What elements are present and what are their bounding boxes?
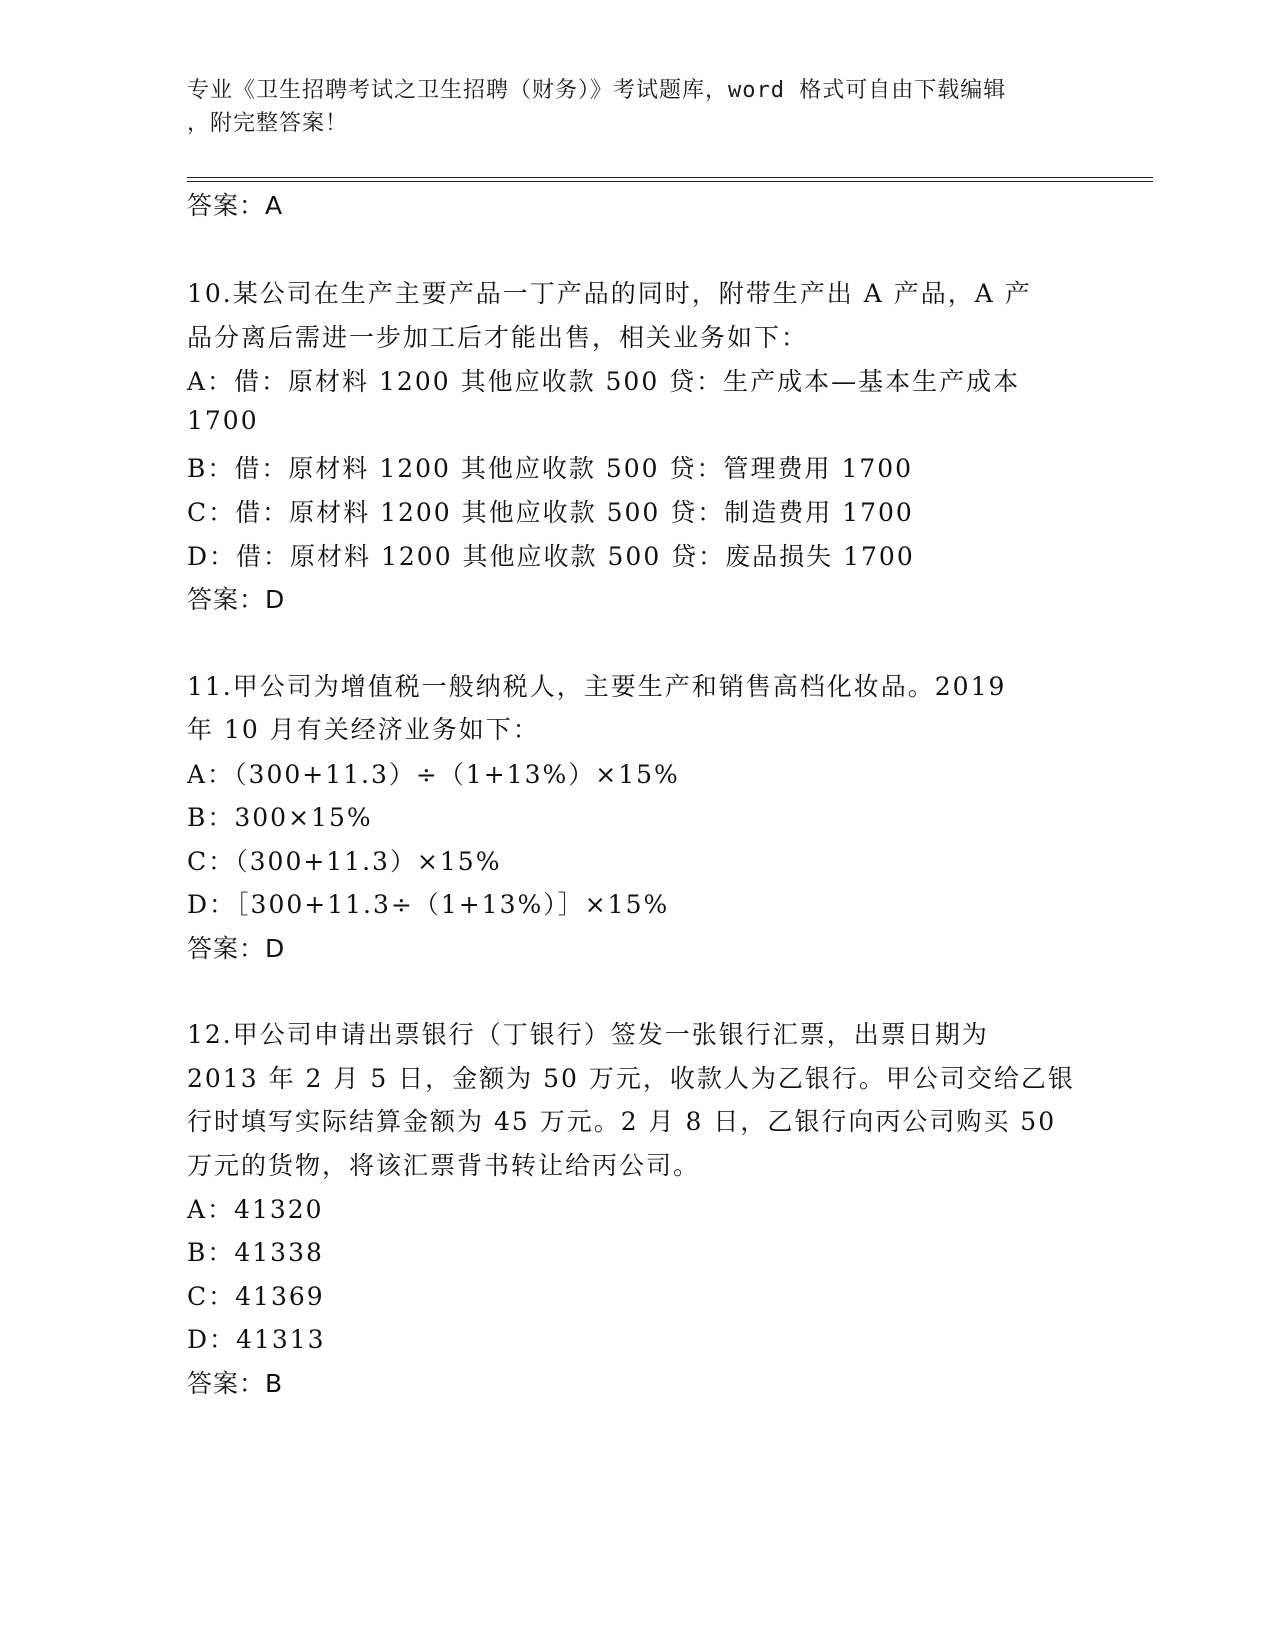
previous-answer: 答案：A bbox=[187, 191, 284, 220]
q10-stem-line-1: 10.某公司在生产主要产品一丁产品的同时，附带生产出 A 产品，A 产 bbox=[187, 279, 1032, 308]
q10-option-b: B：借：原材料 1200 其他应收款 500 贷：管理费用 1700 bbox=[187, 454, 914, 483]
q11-option-c: C：（300+11.3）×15% bbox=[187, 847, 502, 876]
q10-option-a: A：借：原材料 1200 其他应收款 500 贷：生产成本—基本生产成本 bbox=[187, 367, 1021, 396]
header-line-1: 专业《卫生招聘考试之卫生招聘（财务）》考试题库，word 格式可自由下载编辑 bbox=[187, 78, 1007, 103]
document-header bbox=[187, 74, 1067, 140]
q12-option-a: A：41320 bbox=[187, 1195, 324, 1224]
q10-option-c: C：借：原材料 1200 其他应收款 500 贷：制造费用 1700 bbox=[187, 498, 914, 527]
q12-stem-line-2: 2013 年 2 月 5 日，金额为 50 万元，收款人为乙银行。甲公司交给乙银 bbox=[187, 1064, 1075, 1093]
q12-stem-line-1: 12.甲公司申请出票银行（丁银行）签发一张银行汇票，出票日期为 bbox=[187, 1020, 989, 1049]
q12-stem-line-3: 行时填写实际结算金额为 45 万元。2 月 8 日，乙银行向丙公司购买 50 bbox=[187, 1107, 1057, 1136]
header-divider-bottom bbox=[187, 181, 1153, 182]
q11-stem-line-1: 11.甲公司为增值税一般纳税人，主要生产和销售高档化妆品。2019 bbox=[187, 672, 1007, 701]
q12-answer: 答案：B bbox=[187, 1369, 284, 1398]
q11-option-b: B：300×15% bbox=[187, 803, 373, 832]
header-divider-top bbox=[187, 177, 1153, 178]
header-line-2: ，附完整答案！ bbox=[187, 111, 349, 136]
q10-stem-line-2: 品分离后需进一步加工后才能出售，相关业务如下： bbox=[187, 323, 809, 352]
q11-option-a: A：（300+11.3）÷（1+13%）×15% bbox=[187, 760, 680, 789]
q11-option-d: D：［300+11.3÷（1+13%）］×15% bbox=[187, 890, 670, 919]
q12-stem-line-4: 万元的货物，将该汇票背书转让给丙公司。 bbox=[187, 1151, 701, 1180]
q12-option-d: D：41313 bbox=[187, 1325, 326, 1354]
q12-option-c: C：41369 bbox=[187, 1282, 325, 1311]
q11-stem-line-2: 年 10 月有关经济业务如下： bbox=[187, 715, 540, 744]
q10-option-d: D：借：原材料 1200 其他应收款 500 贷：废品损失 1700 bbox=[187, 542, 915, 571]
q10-answer: 答案：D bbox=[187, 585, 286, 614]
q11-answer: 答案：D bbox=[187, 934, 286, 963]
q10-option-a-continued: 1700 bbox=[187, 406, 259, 435]
q12-option-b: B：41338 bbox=[187, 1238, 324, 1267]
